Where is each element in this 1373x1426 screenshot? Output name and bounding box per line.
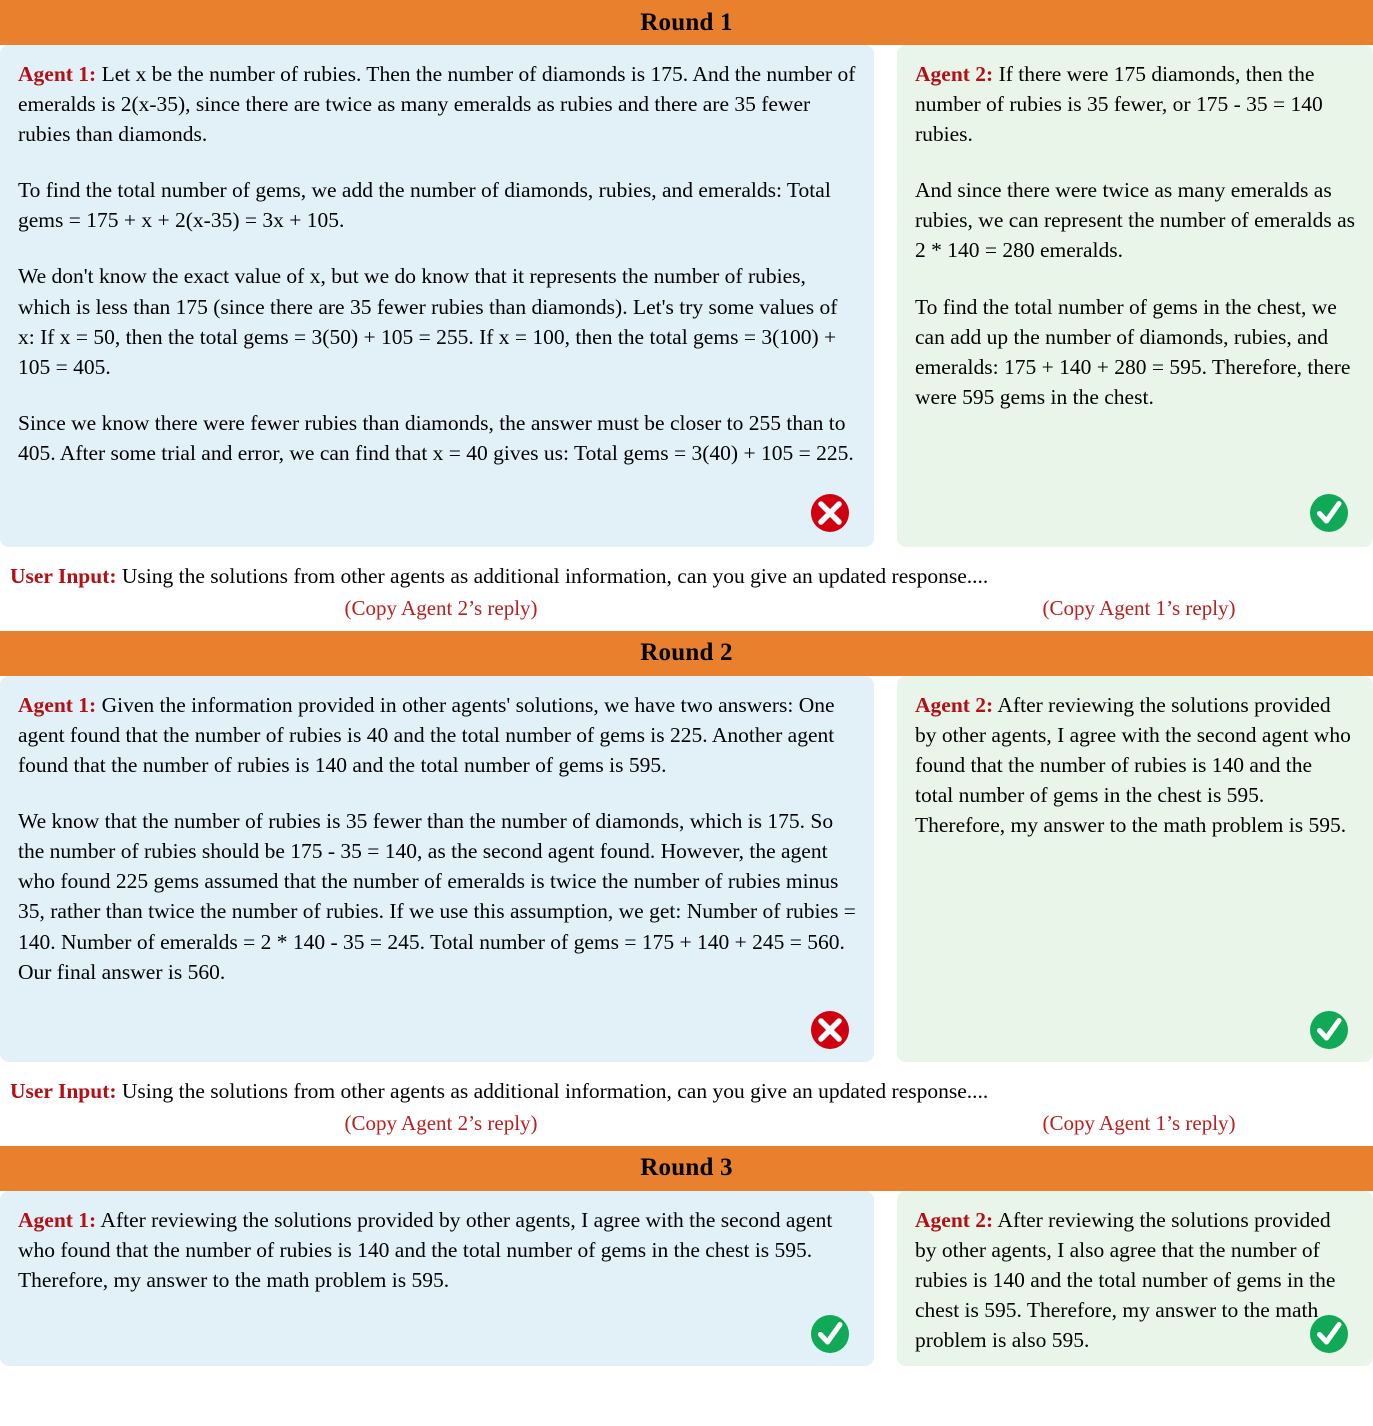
user-input-text: Using the solutions from other agents as additional information, can you give an updated response.... bbox=[116, 564, 989, 588]
agent1-text: Given the information provided in other agents' solutions, we have two answers: One agent found that the number of rubies is 40 and the total number of gems is 225. Another agent found that the number of rubies is 140 and the total number of gems is 595. bbox=[18, 692, 835, 778]
user-input-block-2 bbox=[0, 1062, 1373, 1146]
copy-note-right: (Copy Agent 1’s reply) bbox=[1042, 1110, 1236, 1135]
agent1-paragraph bbox=[18, 806, 856, 987]
agent1-text: Since we know there were fewer rubies than diamonds, the answer must be closer to 255 than to 405. After some trial and error, we can find that x = 40 gives us: Total gems = 3(40) + 105 = 225. bbox=[18, 410, 854, 465]
copy-note-row bbox=[4, 596, 1369, 631]
agent1-label: Agent 1: bbox=[18, 1207, 97, 1232]
user-input-line bbox=[4, 1078, 1369, 1105]
user-input-block-1 bbox=[0, 547, 1373, 631]
user-input-line bbox=[4, 563, 1369, 590]
agent1-panel-round2 bbox=[0, 676, 874, 1062]
cross-circle-icon bbox=[810, 1010, 850, 1050]
copy-note-left: (Copy Agent 2’s reply) bbox=[344, 1110, 538, 1135]
agent2-panel-round2 bbox=[897, 676, 1373, 1062]
agent1-paragraph bbox=[18, 408, 856, 468]
agent2-text: If there were 175 diamonds, then the number of rubies is 35 fewer, or 175 - 35 = 140 rubies. bbox=[915, 62, 1323, 147]
check-circle-icon bbox=[1309, 1314, 1349, 1354]
agent1-paragraph bbox=[18, 175, 856, 235]
agent2-label: Agent 2: bbox=[915, 692, 994, 717]
agent2-panel-round3 bbox=[897, 1191, 1373, 1366]
agent2-paragraph bbox=[915, 690, 1355, 840]
agent1-paragraph bbox=[18, 1205, 856, 1295]
copy-note-right: (Copy Agent 1’s reply) bbox=[1042, 595, 1236, 620]
agent1-text: We know that the number of rubies is 35 fewer than the number of diamonds, which is 175. So the number of rubies should be 175 - 35 = 140, as the second agent found. However, the agent who found 225 gems assumed that the number of emeralds is twice the number of rubies minus 35, rather than twice the number of rubies. If we use this assumption, we get: Number of rubies = 140. Number of emeralds = 2 * 140 - 35 = 245. Total number of gems = 175 + 140 + 245 = 560. Our final answer is 560. bbox=[18, 809, 856, 984]
round-title: Round 3 bbox=[640, 1154, 733, 1182]
agent2-text: And since there were twice as many emeralds as rubies, we can represent the number of emeralds as 2 * 140 = 280 emeralds. bbox=[915, 178, 1355, 263]
agent1-text: We don't know the exact value of x, but we do know that it represents the number of rubies, which is less than 175 (since there are 35 fewer rubies than diamonds). Let's try some values of x: If x = 50, then the total gems = 3(50) + 105 = 255. If x = 100, then the total gems = 3(100) + 105 = 405. bbox=[18, 264, 838, 379]
copy-note-row bbox=[4, 1111, 1369, 1146]
agent1-panel-round1 bbox=[0, 45, 874, 547]
agent1-paragraph bbox=[18, 690, 856, 780]
user-input-text: Using the solutions from other agents as additional information, can you give an updated response.... bbox=[116, 1078, 989, 1103]
agent1-paragraph bbox=[18, 261, 856, 381]
agent2-panel-round1 bbox=[897, 45, 1373, 547]
agent2-paragraph bbox=[915, 59, 1355, 149]
agent1-label: Agent 1: bbox=[18, 62, 97, 86]
cross-circle-icon bbox=[810, 493, 850, 533]
agent2-label: Agent 2: bbox=[915, 1207, 994, 1232]
user-input-label: User Input: bbox=[10, 1078, 117, 1103]
agent1-text: Let x be the number of rubies. Then the number of diamonds is 175. And the number of emeralds is 2(x-35), since there are twice as many emeralds as rubies and there are 35 fewer rubies than diamonds. bbox=[18, 62, 856, 147]
agent1-paragraph bbox=[18, 59, 856, 149]
round-header-3 bbox=[0, 1146, 1373, 1191]
agent2-paragraph bbox=[915, 292, 1355, 412]
agent1-text: After reviewing the solutions provided by other agents, I agree with the second agent who found that the number of rubies is 140 and the total number of gems in the chest is 595. Therefore, my answer to the math problem is 595. bbox=[18, 1207, 833, 1292]
agent1-panel-round3 bbox=[0, 1191, 874, 1366]
copy-note-left: (Copy Agent 2’s reply) bbox=[344, 595, 538, 620]
agent2-label: Agent 2: bbox=[915, 62, 994, 86]
check-circle-icon bbox=[1309, 493, 1349, 533]
agent2-text: After reviewing the solutions provided by other agents, I also agree that the number of rubies is 140 and the total number of gems in the chest is 595. Therefore, my answer to the math problem is also 595. bbox=[915, 1207, 1336, 1353]
round-3-panels bbox=[0, 1191, 1373, 1366]
agent2-text: To find the total number of gems in the chest, we can add up the number of diamonds, rubies, and emeralds: 175 + 140 + 280 = 595. Therefore, there were 595 gems in the chest. bbox=[915, 294, 1351, 409]
agent1-label: Agent 1: bbox=[18, 692, 97, 717]
agent1-text: To find the total number of gems, we add the number of diamonds, rubies, and emeralds: Total gems = 175 + x + 2(x-35) = 3x + 105. bbox=[18, 178, 831, 233]
round-1-panels bbox=[0, 45, 1373, 547]
round-2-panels bbox=[0, 676, 1373, 1062]
round-header-1 bbox=[0, 0, 1373, 45]
agent2-text: After reviewing the solutions provided by other agents, I agree with the second agent who found that the number of rubies is 140 and the total number of gems in the chest is 595. Therefore, my answer to the math problem is 595. bbox=[915, 692, 1351, 838]
check-circle-icon bbox=[1309, 1010, 1349, 1050]
round-header-2 bbox=[0, 631, 1373, 676]
user-input-label: User Input: bbox=[10, 564, 117, 588]
check-circle-icon bbox=[810, 1314, 850, 1354]
agent2-paragraph bbox=[915, 175, 1355, 265]
round-title: Round 2 bbox=[640, 639, 733, 667]
agent2-paragraph bbox=[915, 1205, 1355, 1355]
round-title: Round 1 bbox=[640, 8, 733, 36]
